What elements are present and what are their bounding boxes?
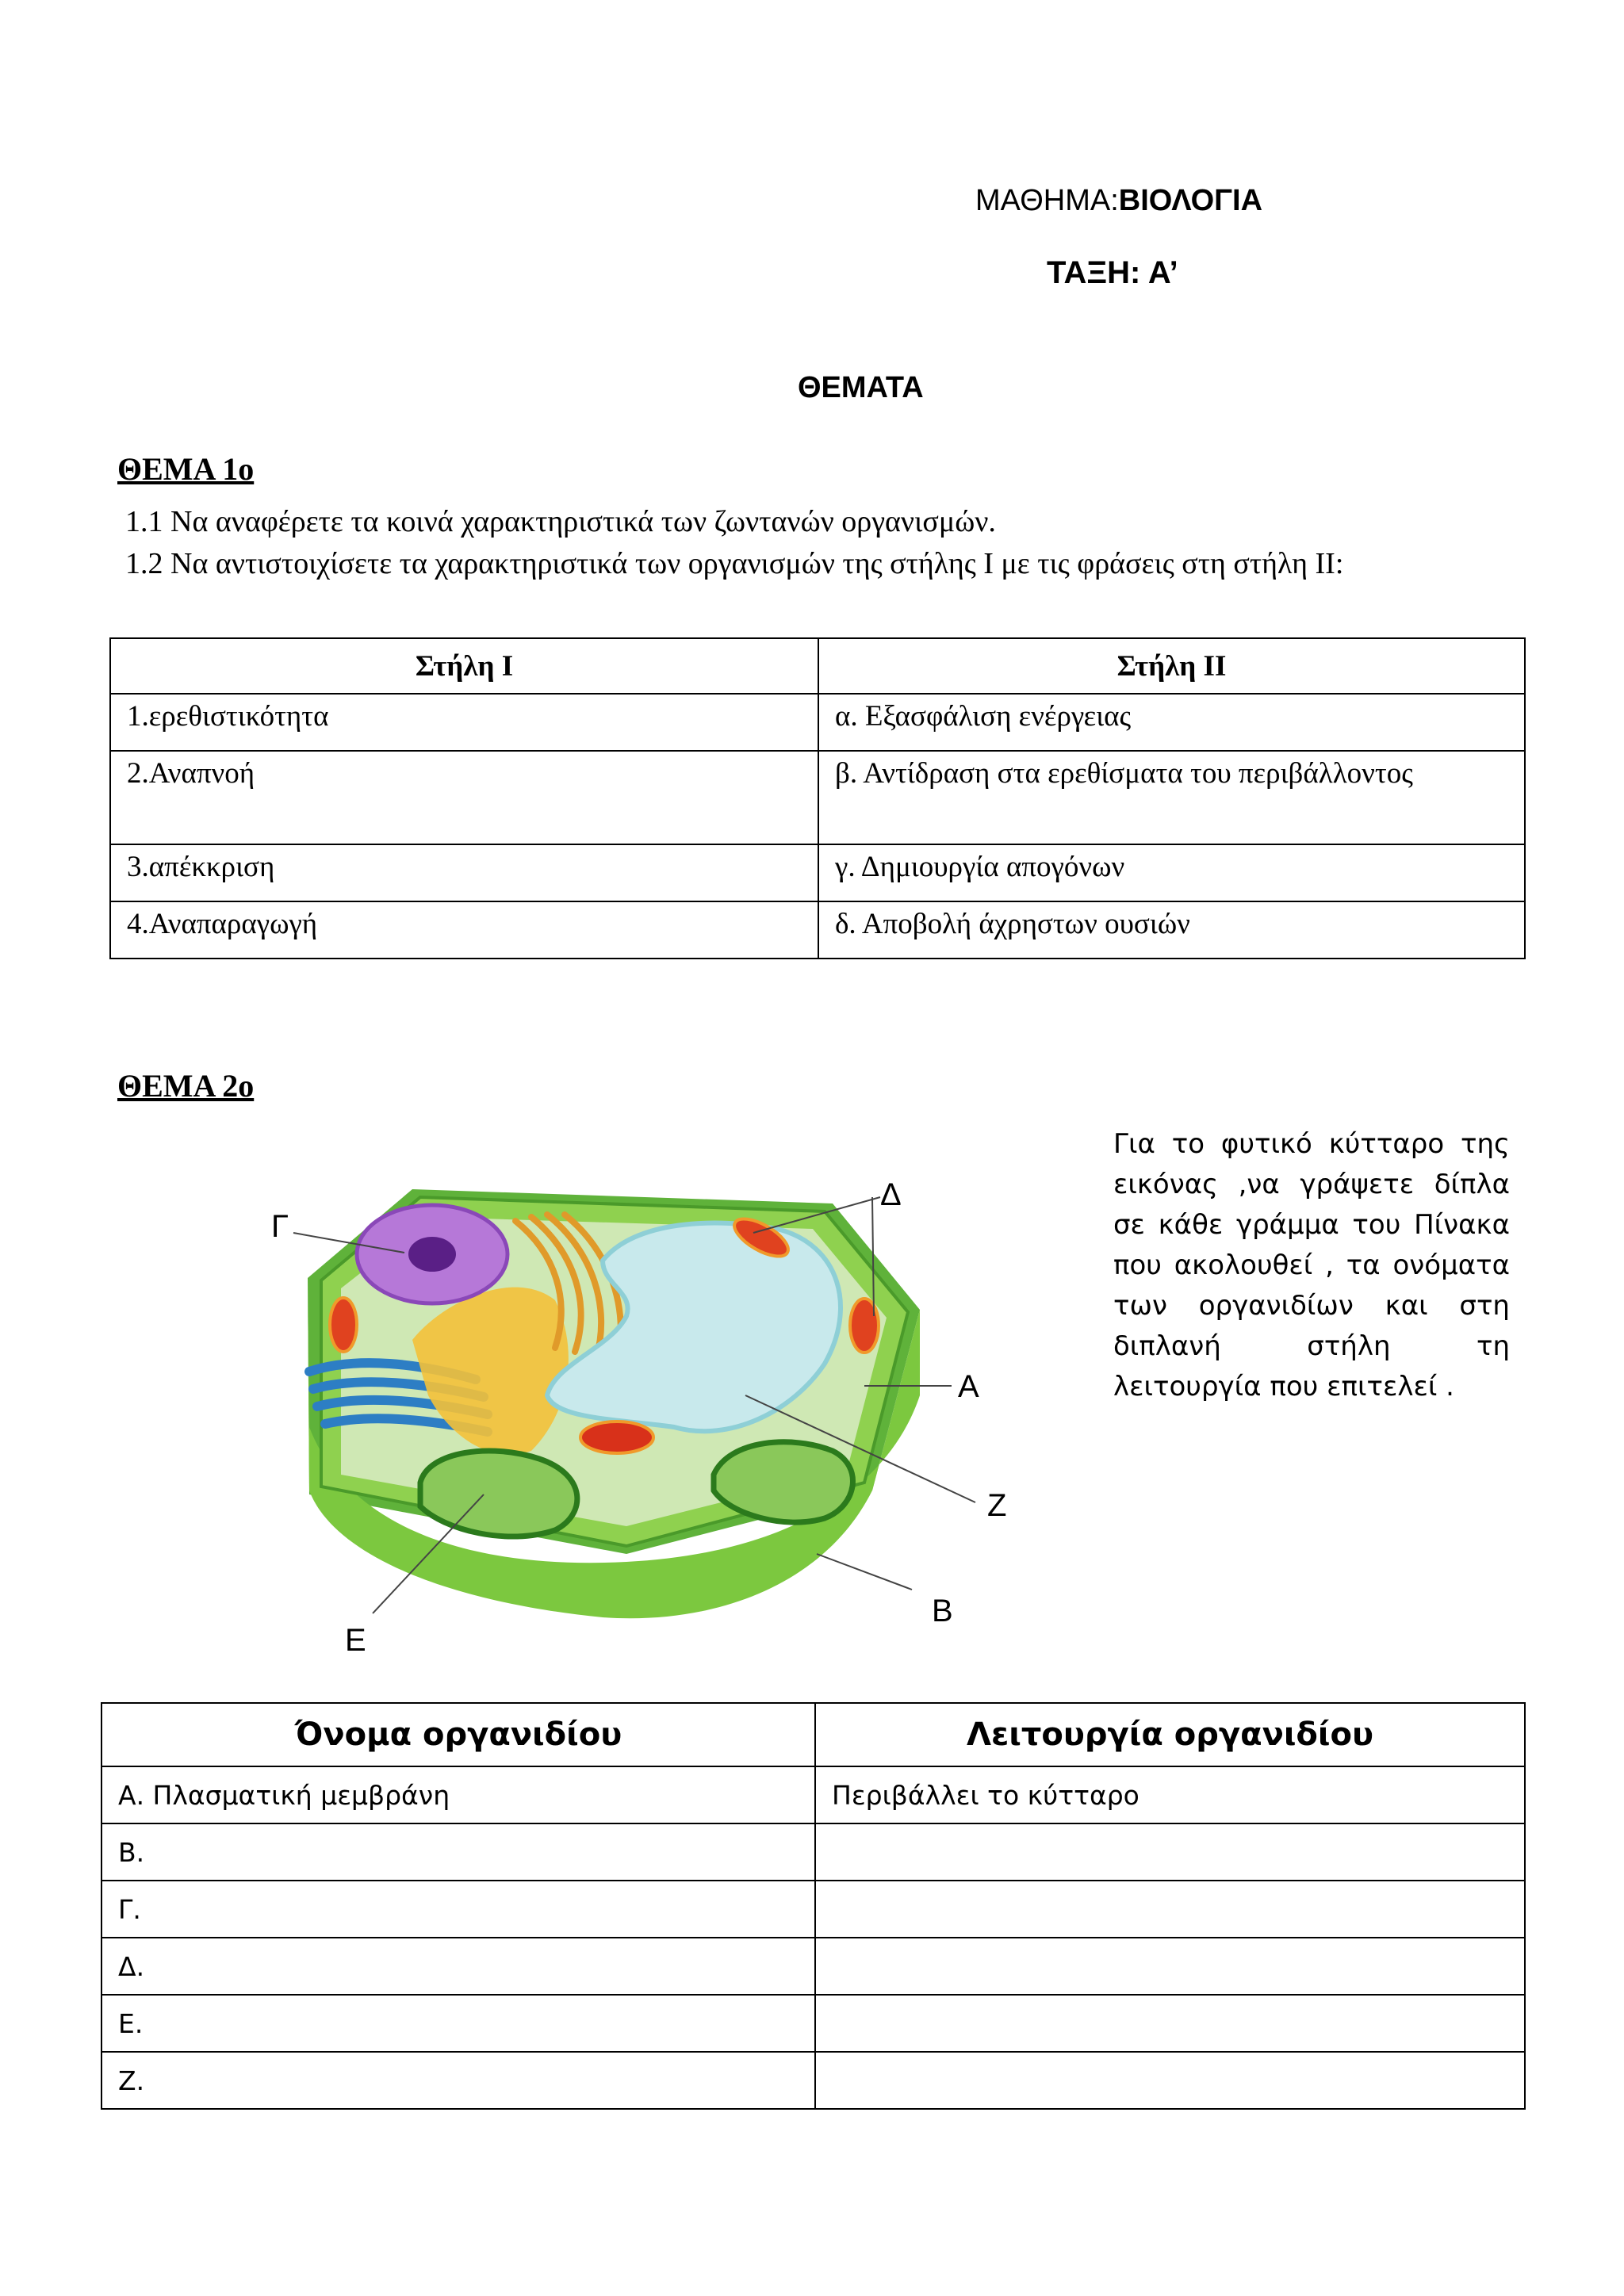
table-row [102, 1938, 1525, 1995]
table-cell: Α. Πλασματική μεμβράνη [102, 1766, 815, 1823]
table-row [110, 901, 1525, 959]
table-cell [815, 1995, 1525, 2052]
label-gamma: Γ [271, 1209, 289, 1244]
label-zeta: Ζ [987, 1488, 1007, 1523]
table-cell [815, 1938, 1525, 1995]
table-row [102, 1766, 1525, 1823]
figure-instructions: Για το φυτικό κύτταρο της εικόνας ,να γράψετε δίπλα σε κάθε γράμμα του Πίνακα που ακολουθεί , τα ονόματα των οργανιδίων και στη διπλανή στήλη τη λειτουργία που επιτελεί . [1113, 1128, 1510, 1402]
plant-cell-diagram [238, 1150, 1031, 1665]
theme2-heading: ΘΕΜΑ 2ο [117, 1068, 255, 1104]
table-cell [815, 1823, 1525, 1881]
class-line: ΤΑΞΗ: Α’ [1047, 255, 1178, 290]
column-header: Όνομα οργανιδίου [102, 1703, 815, 1766]
table-header-row [110, 638, 1525, 694]
question-1-2: 1.2 Να αντιστοιχίσετε τα χαρακτηριστικά των οργανισμών της στήλης Ι με τις φράσεις στη στήλη ΙΙ: [125, 547, 1344, 580]
column-header: Στήλη Ι [110, 638, 818, 694]
table-cell: 4.Αναπαραγωγή [110, 901, 818, 959]
table-row [102, 2052, 1525, 2109]
table-cell: Περιβάλλει το κύτταρο [815, 1766, 1525, 1823]
table-row [102, 1995, 1525, 2052]
table-cell: Β. [102, 1823, 815, 1881]
table-cell: 1.ερεθιστικότητα [110, 694, 818, 751]
table-row [110, 844, 1525, 901]
table-cell: Ε. [102, 1995, 815, 2052]
table-cell: Γ. [102, 1881, 815, 1938]
table-cell: Δ. [102, 1938, 815, 1995]
organelle-table [101, 1702, 1526, 2110]
table-cell: α. Εξασφάλιση ενέργειας [818, 694, 1525, 751]
subject-line [975, 184, 1262, 218]
table-cell: Ζ. [102, 2052, 815, 2109]
matching-table [109, 637, 1526, 959]
table-row [110, 694, 1525, 751]
themes-title: ΘΕΜΑΤΑ [798, 371, 924, 404]
table-header-row [102, 1703, 1525, 1766]
label-beta: Β [932, 1594, 953, 1628]
table-cell: 3.απέκκριση [110, 844, 818, 901]
table-cell [815, 1881, 1525, 1938]
table-row [102, 1823, 1525, 1881]
question-1-1: 1.1 Να αναφέρετε τα κοινά χαρακτηριστικά των ζωντανών οργανισμών. [125, 505, 996, 538]
label-epsilon: Ε [345, 1623, 366, 1658]
label-delta: Δ [880, 1177, 902, 1212]
table-row [110, 751, 1525, 844]
table-row [102, 1881, 1525, 1938]
table-cell: 2.Αναπνοή [110, 751, 818, 844]
theme1-heading: ΘΕΜΑ 1ο [117, 451, 255, 487]
table-cell: γ. Δημιουργία απογόνων [818, 844, 1525, 901]
table-cell: δ. Αποβολή άχρηστων ουσιών [818, 901, 1525, 959]
table-cell [815, 2052, 1525, 2109]
subject-value: ΒΙΟΛΟΓΙΑ [1118, 184, 1263, 217]
table-cell: β. Αντίδραση στα ερεθίσματα του περιβάλλοντος [818, 751, 1525, 844]
column-header: Στήλη ΙΙ [818, 638, 1525, 694]
nucleolus [408, 1237, 456, 1272]
column-header: Λειτουργία οργανιδίου [815, 1703, 1525, 1766]
subject-label: ΜΑΘΗΜΑ: [975, 184, 1119, 217]
label-alpha: Α [958, 1369, 979, 1404]
